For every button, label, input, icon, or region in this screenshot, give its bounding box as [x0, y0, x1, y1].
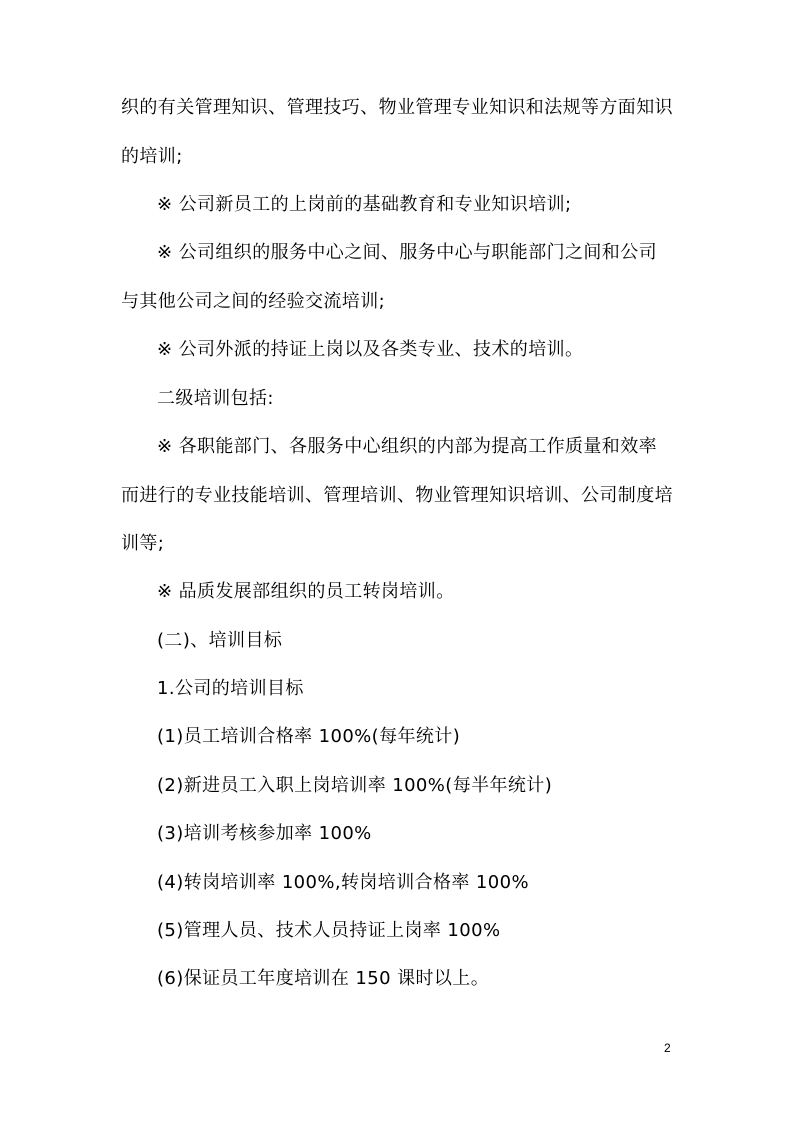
- section-heading: 二级培训包括:: [157, 388, 274, 409]
- target-item: (5)管理人员、技术人员持证上岗率 100%: [157, 920, 501, 941]
- target-item: (2)新进员工入职上岗培训率 100%(每半年统计): [157, 775, 553, 796]
- list-item: ※ 公司组织的服务中心之间、服务中心与职能部门之间和公司: [157, 242, 658, 263]
- text-line: 而进行的专业技能培训、管理培训、物业管理知识培训、公司制度培: [121, 485, 673, 506]
- list-item: ※ 公司外派的持证上岗以及各类专业、技术的培训。: [157, 339, 584, 360]
- target-item: (1)员工培训合格率 100%(每年统计): [157, 726, 461, 747]
- subsection-heading: 1.公司的培训目标: [157, 678, 304, 699]
- target-item: (4)转岗培训率 100%,转岗培训合格率 100%: [157, 872, 529, 893]
- list-item: ※ 公司新员工的上岗前的基础教育和专业知识培训;: [157, 194, 572, 215]
- text-line: 织的有关管理知识、管理技巧、物业管理专业知识和法规等方面知识: [121, 97, 673, 118]
- text-line: 的培训;: [121, 146, 183, 167]
- target-item: (3)培训考核参加率 100%: [157, 823, 372, 844]
- text-line: 与其他公司之间的经验交流培训;: [121, 291, 386, 312]
- list-item: ※ 品质发展部组织的员工转岗培训。: [157, 581, 455, 602]
- section-heading: (二)、培训目标: [157, 630, 283, 651]
- text-line: 训等;: [121, 533, 165, 554]
- page-number: 2: [664, 1041, 671, 1055]
- list-item: ※ 各职能部门、各服务中心组织的内部为提高工作质量和效率: [157, 436, 658, 457]
- target-item: (6)保证员工年度培训在 150 课时以上。: [157, 968, 490, 989]
